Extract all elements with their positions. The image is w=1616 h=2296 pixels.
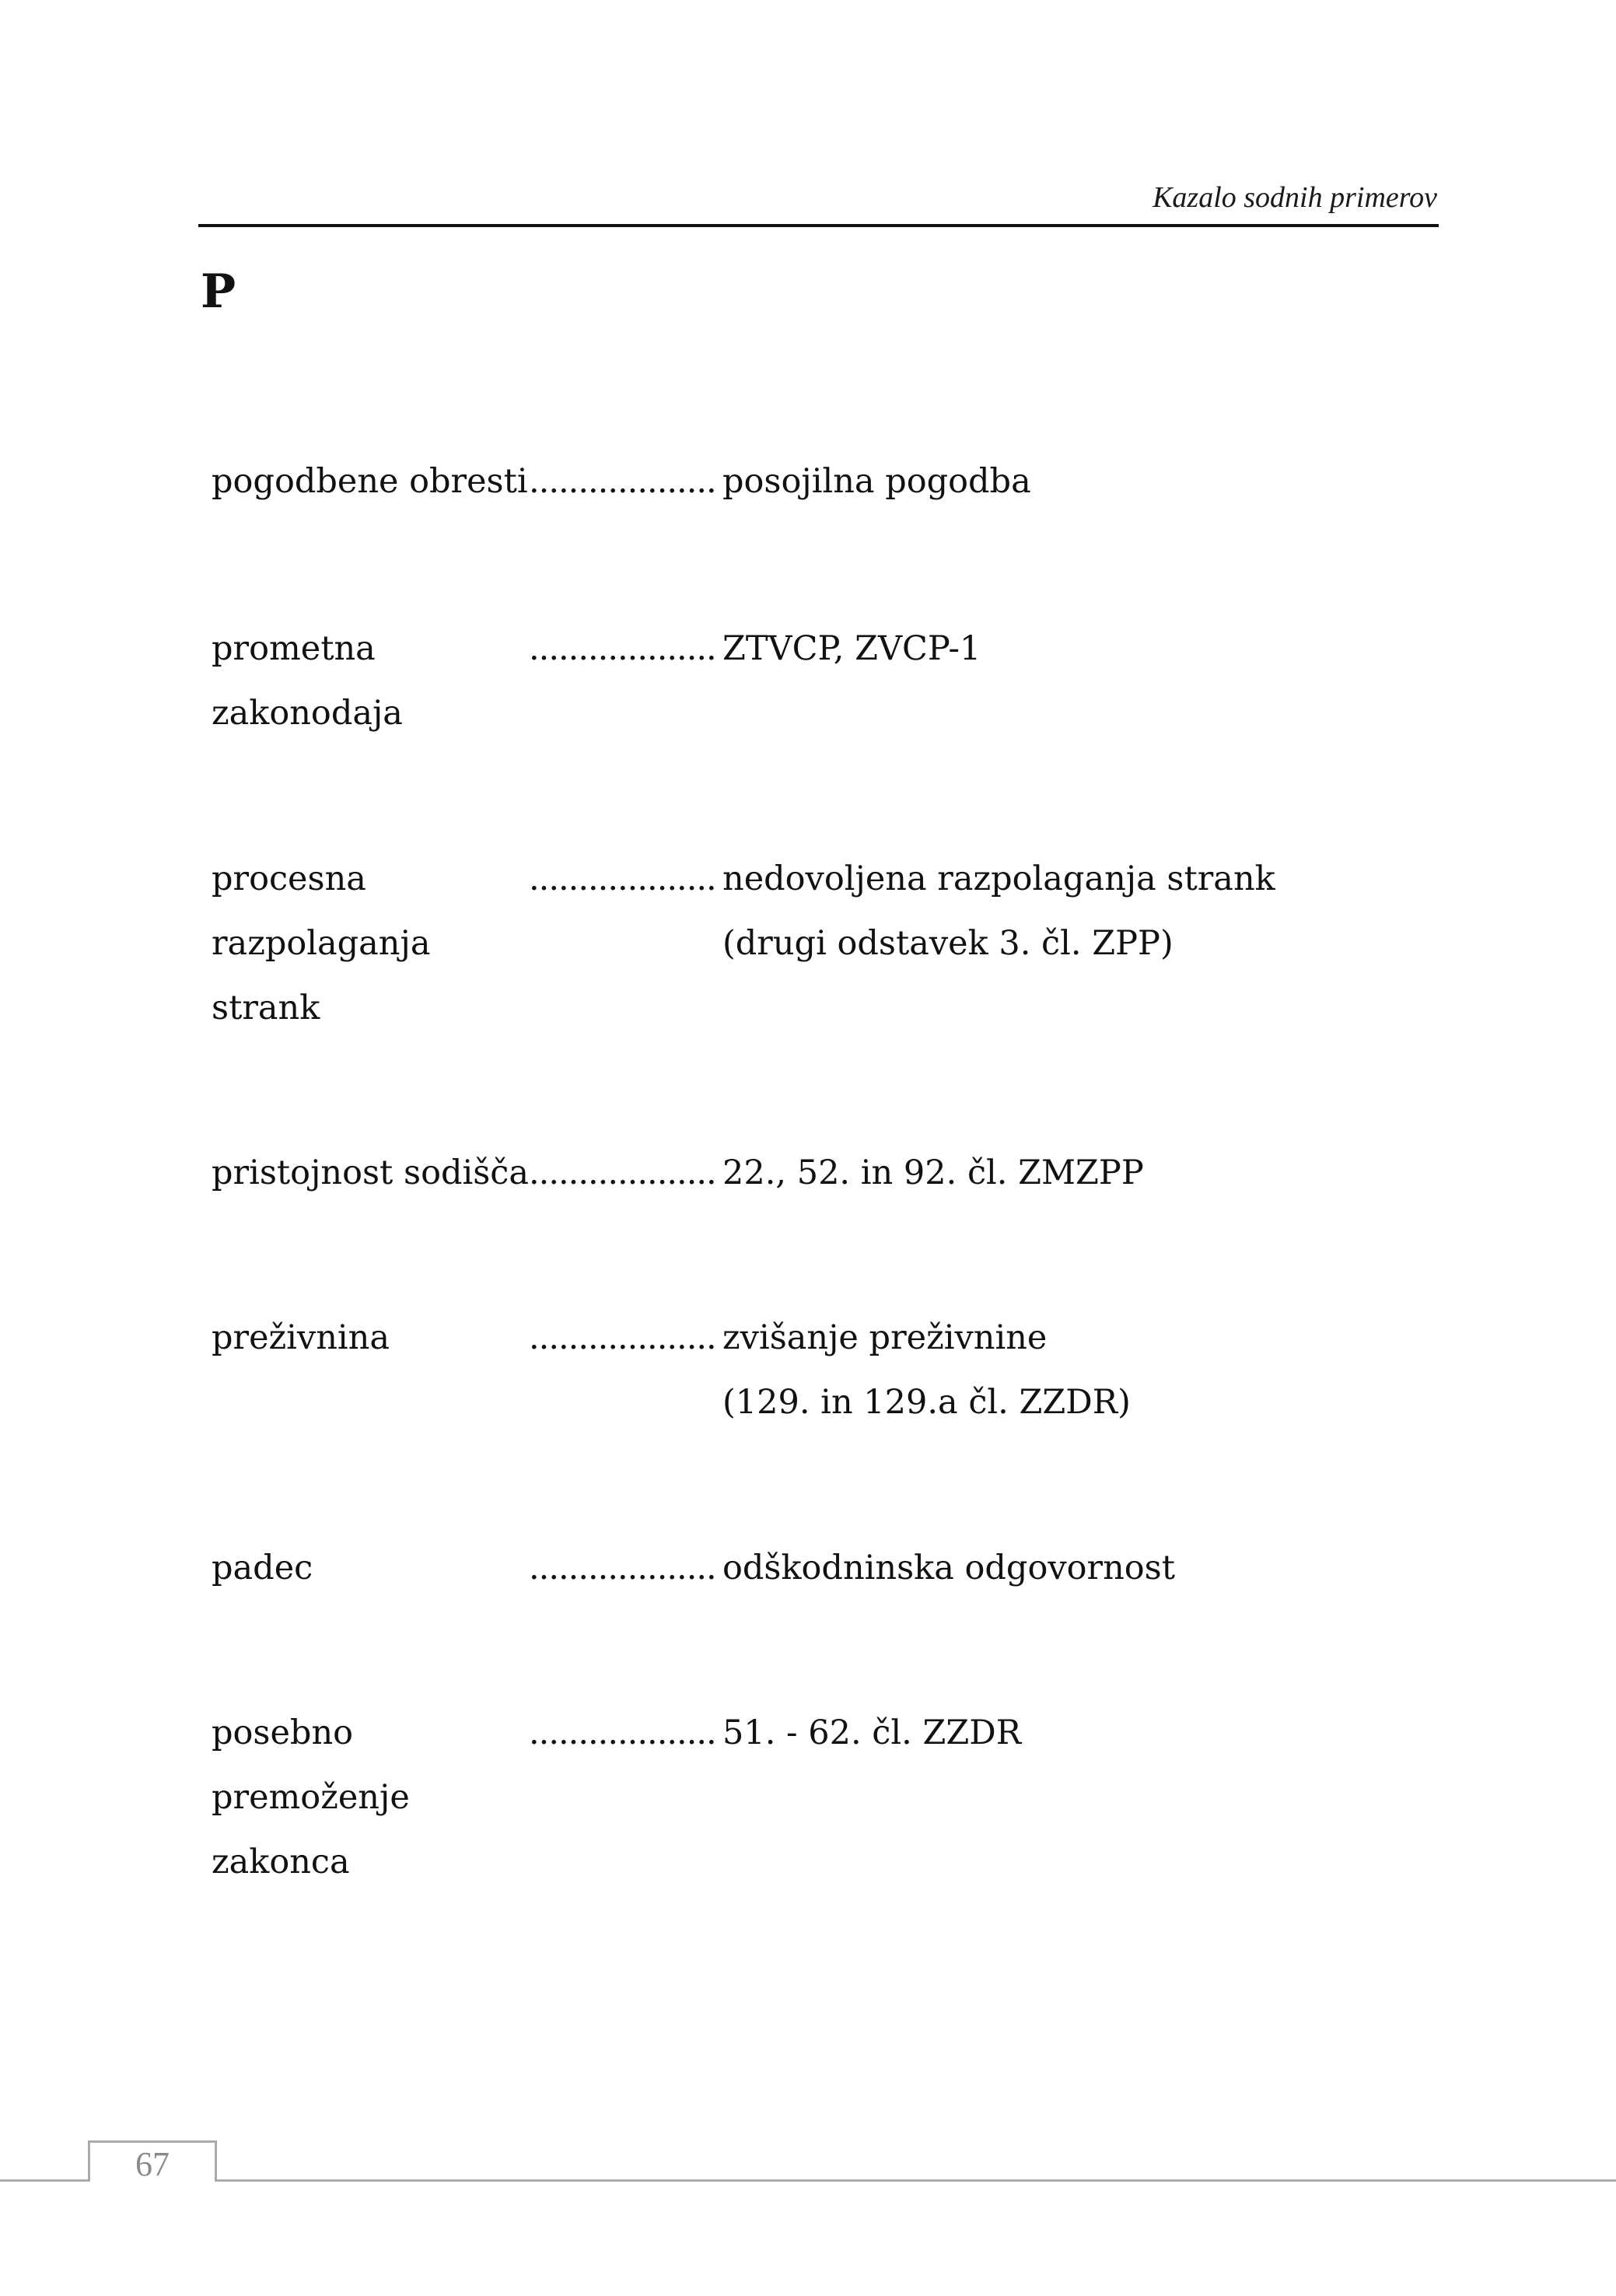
entry-reference bbox=[722, 1536, 1500, 1601]
entry-term bbox=[212, 1536, 530, 1601]
entry-term-line: posebno bbox=[212, 1713, 354, 1752]
entry-term-line: razpolaganja bbox=[212, 924, 431, 963]
entry-reference bbox=[722, 847, 1500, 976]
entry-reference-line: 22., 52. in 92. čl. ZMZPP bbox=[722, 1153, 1144, 1192]
entry-reference-line: 51. - 62. čl. ZZDR bbox=[722, 1713, 1022, 1752]
entry-term bbox=[212, 847, 530, 1041]
entry-reference-line: posojilna pogodba bbox=[722, 462, 1031, 501]
entry-reference-line: ZTVCP, ZVCP-1 bbox=[722, 629, 981, 668]
entry-term-line: strank bbox=[212, 989, 320, 1027]
entry-leader-dots: ................... bbox=[529, 1549, 716, 1587]
entry-term-line: procesna bbox=[212, 859, 366, 898]
entry-reference-line: (129. in 129.a čl. ZZDR) bbox=[722, 1383, 1131, 1422]
entry-leader-dots: ................... bbox=[529, 1713, 716, 1752]
entry-reference bbox=[722, 1141, 1500, 1206]
entry-term bbox=[212, 1306, 530, 1370]
entry-leader-dots: ................... bbox=[529, 1153, 716, 1192]
entry-term-line: prometna bbox=[212, 629, 376, 668]
entry-term-line: preživnina bbox=[212, 1318, 390, 1357]
page-number: 67 bbox=[135, 2145, 170, 2183]
entry-reference bbox=[722, 1306, 1500, 1435]
entry-term-line: zakonodaja bbox=[212, 694, 403, 733]
entry-term bbox=[212, 450, 530, 514]
entry-term bbox=[212, 617, 530, 746]
entry-reference bbox=[722, 617, 1500, 681]
entry-reference bbox=[722, 1701, 1500, 1766]
entry-term bbox=[212, 1701, 530, 1895]
entry-term-line: padec bbox=[212, 1549, 313, 1587]
entry-leader-dots: ................... bbox=[529, 859, 716, 898]
entry-reference-line: (drugi odstavek 3. čl. ZPP) bbox=[722, 924, 1174, 963]
entry-term-line: zakonca bbox=[212, 1843, 350, 1881]
entry-leader-dots: ................... bbox=[529, 629, 716, 668]
entry-reference bbox=[722, 450, 1500, 514]
entry-term-line: pogodbene obresti bbox=[212, 462, 528, 501]
entry-term-line: pristojnost sodišča bbox=[212, 1153, 530, 1192]
page-number-tab bbox=[88, 2140, 217, 2182]
running-header-title: Kazalo sodnih primerov bbox=[1153, 181, 1437, 214]
entry-leader-dots: ................... bbox=[529, 1318, 716, 1357]
entry-term-line: premoženje bbox=[212, 1778, 410, 1817]
section-letter: P bbox=[201, 264, 236, 319]
entry-reference-line: odškodninska odgovornost bbox=[722, 1549, 1176, 1587]
entry-reference-line: zvišanje preživnine bbox=[722, 1318, 1048, 1357]
entry-reference-line: nedovoljena razpolaganja strank bbox=[722, 859, 1275, 898]
entry-leader-dots: ................... bbox=[529, 462, 716, 501]
footer-rule bbox=[0, 2179, 1616, 2182]
entry-term bbox=[212, 1141, 530, 1206]
